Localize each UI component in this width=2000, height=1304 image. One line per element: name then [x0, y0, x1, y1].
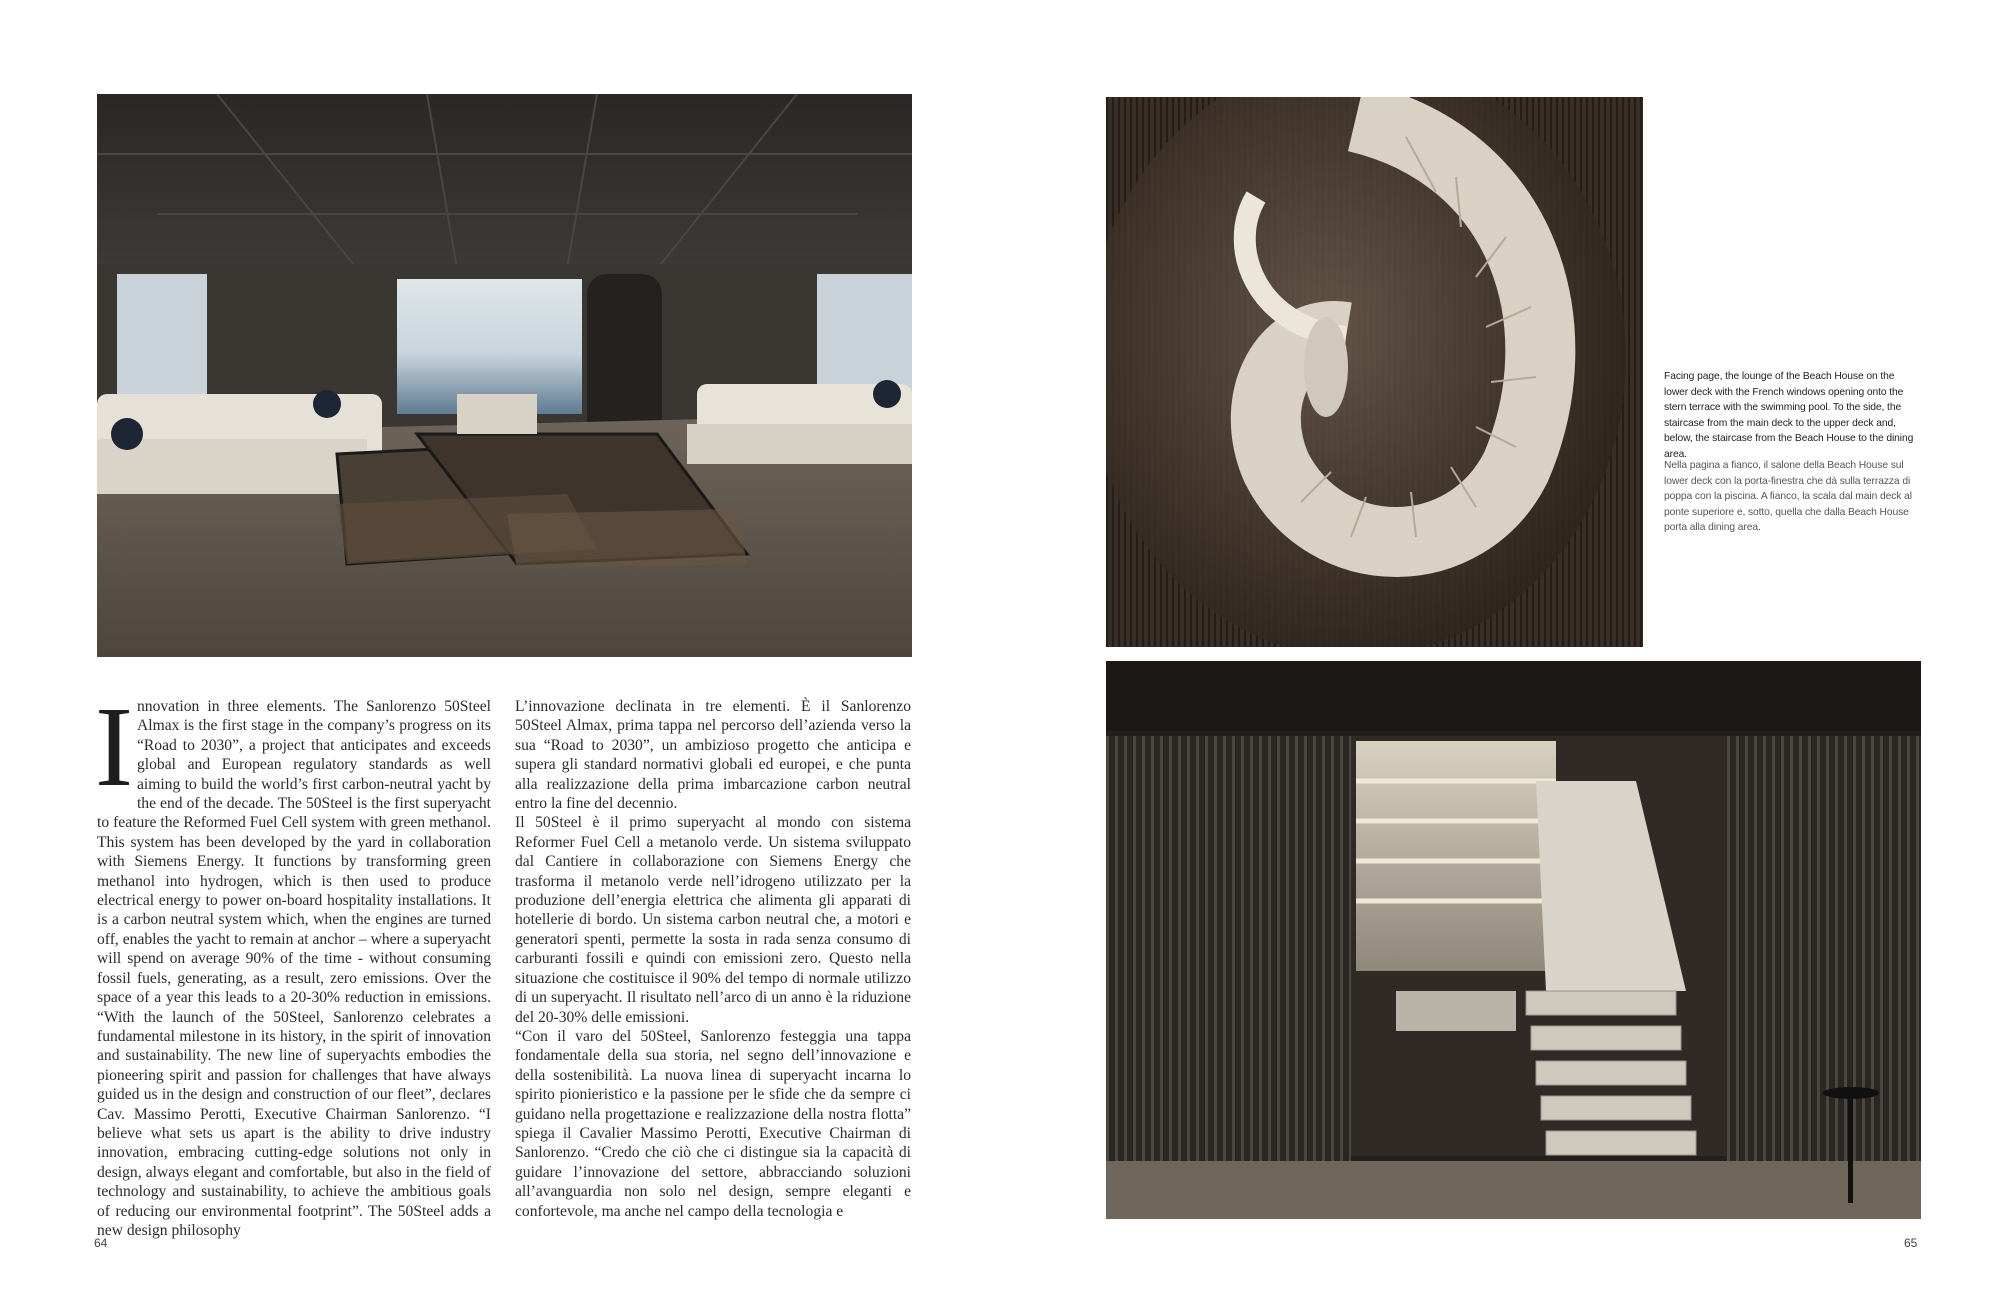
article-english-column [95, 683, 491, 1240]
page-number-right: 65 [1904, 1236, 1918, 1250]
lounge-photo [97, 94, 912, 657]
staircase-dining-photo [1106, 661, 1921, 1219]
drop-cap: I [95, 683, 133, 810]
article-italian-paragraph: L’innovazione declinata in tre elementi. È il Sanlorenzo 50Steel Almax, prima tappa nel percorso dell’azienda verso la sua “Road to 2030”, un ambizioso progetto che anticipa e supera gli standard normativi globali ed europei, e che punta alla realizzazione della prima imbarcazione carbon neutral entro la fine del decennio. [515, 698, 911, 813]
article-italian-paragraph: Il 50Steel è il primo superyacht al mondo con sistema Reformer Fuel Cell a metanolo verde. Un sistema sviluppato dal Cantiere in collaborazione con Siemens Energy che trasforma il metanolo verde nell’idrogeno utilizzato per la produzione dell’energia elettrica che alimenta gli apparati di hotellerie di bordo. Un sistema carbon neutral che, a motori e generatori spenti, permette la sosta in rada senza consumo di carburanti fossili e quindi con emissioni zero. Questo nella situazione che costituisce il 90% del tempo di normale utilizzo di un superyacht. Il risultato nell’arco di un anno è la riduzione del 20-30% delle emissioni. [515, 814, 911, 1026]
page-number-left: 64 [94, 1236, 108, 1250]
article-italian-paragraph: “Con il varo del 50Steel, Sanlorenzo festeggia una tappa fondamentale della sua storia, nel segno dell’innovazione e della sostenibilità. La nuova linea di superyacht incarna lo spirito pionieristico e la passione per le sfide che da sempre ci guidano nella progettazione e realizzazione della nostra flotta” spiega il Cavalier Massimo Perotti, Executive Chairman di Sanlorenzo. “Credo che ciò che ci distingue sia la capacità di guidare l’innovazione del settore, abbracciando soluzioni all’avanguardia non solo nel design, sempre eleganti e confortevole, ma anche nel campo della tecnologia e [515, 1027, 911, 1220]
article-italian-column [515, 697, 911, 1221]
article-english-text: nnovation in three elements. The Sanlorenzo 50Steel Almax is the first stage in the company’s progress on its “Road to 2030”, a project that anticipates and exceeds global and European regulatory standards as well aiming to build the world’s first carbon-neutral yacht by the end of the decade. The 50Steel is the first superyacht to feature the Reformed Fuel Cell system with green methanol. This system has been developed by the yard in collaboration with Siemens Energy. It functions by transforming green methanol into hydrogen, which is then used to produce electrical energy to power on-board hospitality installations. It is a carbon neutral system which, when the engines are turned off, enables the yacht to remain at anchor – where a superyacht will spend on average 90% of the time - without consuming fossil fuels, generating, as a result, zero emissions. Over the space of a year this leads to a 20-30% reduction in emissions. “With the launch of the 50Steel, Sanlorenzo celebrates a fundamental milestone in its history, in the spirit of innovation and sustainability. The new line of superyachts embodies the pioneering spirit and passion for challenges that have always guided us in the design and construction of our fleet”, declares Cav. Massimo Perotti, Executive Chairman Sanlorenzo. “I believe what sets us apart is the ability to drive industry innovation, embracing cutting-edge solutions not only in design, always elegant and comfortable, but also in the field of technology and sustainability, to achieve the ambitious goals of reducing our environmental footprint”. The 50Steel adds a new design philosophy [97, 698, 491, 1239]
caption-italian: Nella pagina a fianco, il salone della Beach House sul lower deck con la porta-finestra che dà sulla terrazza di poppa con la piscina. A fianco, la scala dal main deck al ponte superiore e, sotto, quella che dalla Beach House porta alla dining area. [1664, 460, 1912, 533]
caption-english: Facing page, the lounge of the Beach House on the lower deck with the French windows opening onto the stern terrace with the swimming pool. To the side, the staircase from the main deck to the upper deck and, below, the staircase from the Beach House to the dining area. [1664, 371, 1914, 460]
spiral-staircase-photo [1106, 97, 1643, 647]
